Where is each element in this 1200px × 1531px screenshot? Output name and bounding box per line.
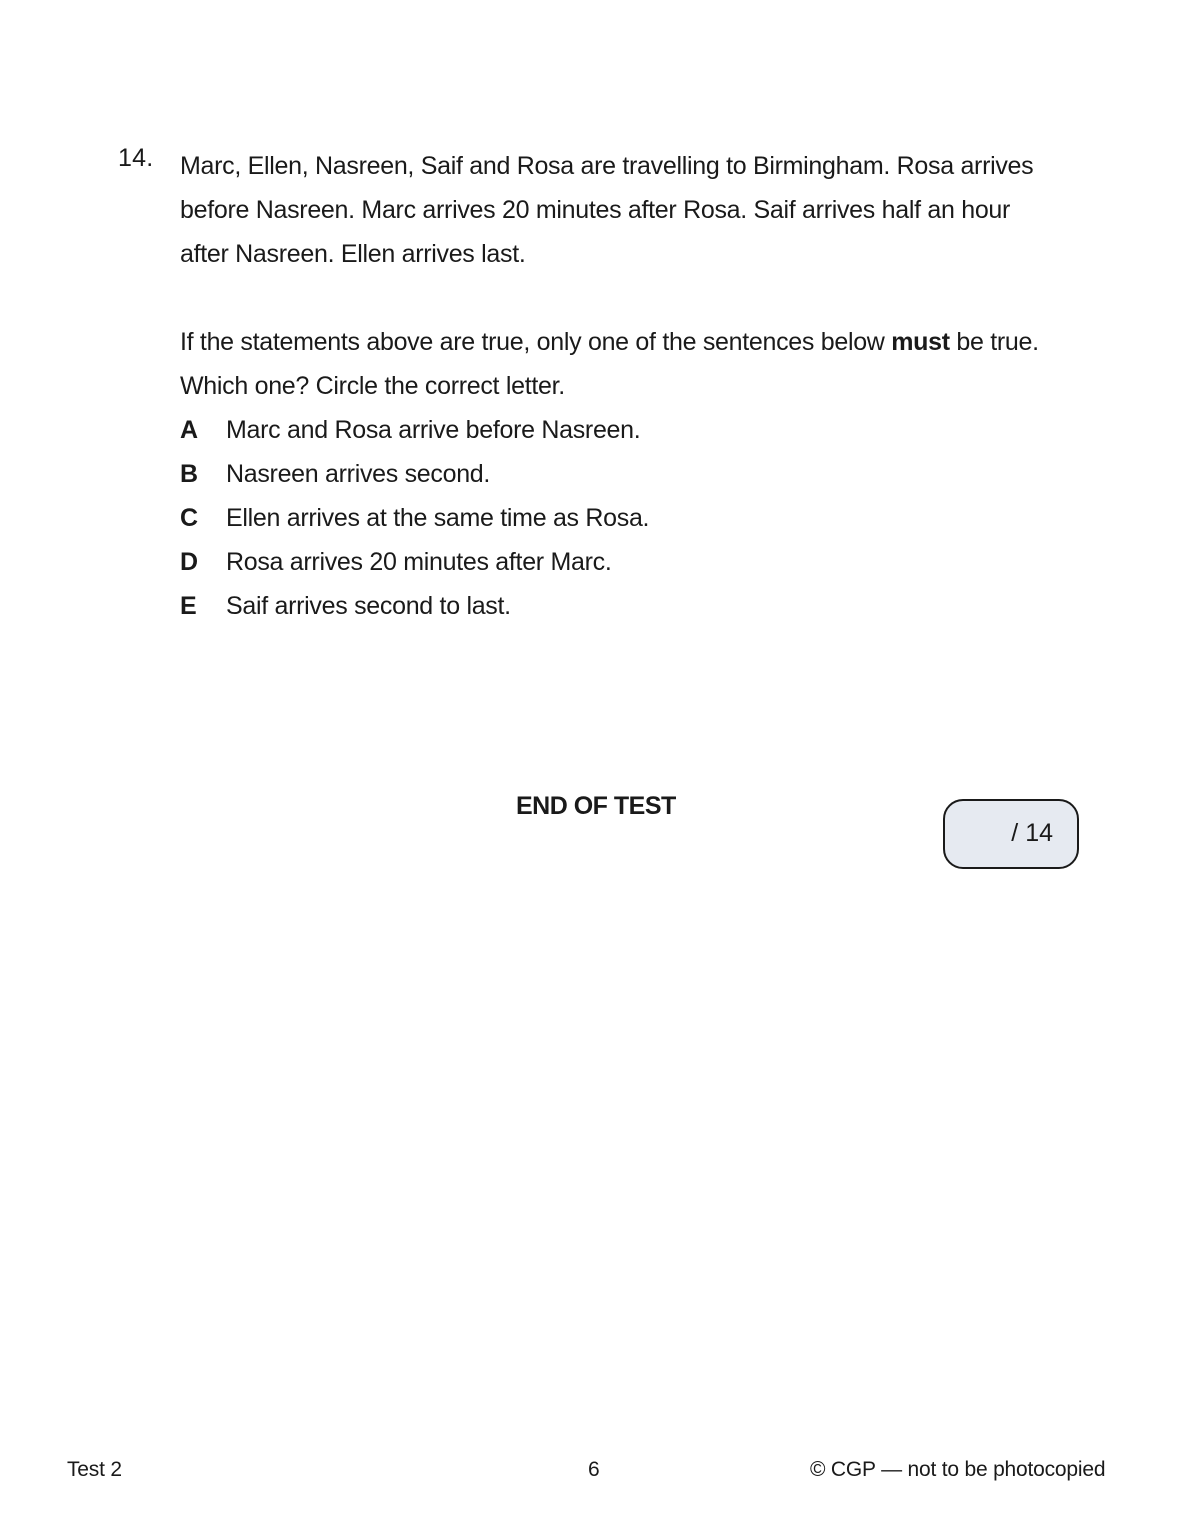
end-of-test-label: END OF TEST (516, 792, 676, 820)
score-box[interactable] (943, 799, 1079, 869)
emphasis-must: must (891, 328, 950, 356)
footer-test-label: Test 2 (67, 1458, 122, 1481)
answer-options (180, 408, 1080, 628)
question-stem (180, 144, 1085, 276)
option-c[interactable] (180, 496, 1080, 540)
option-letter[interactable]: A (180, 416, 198, 444)
stem-line: after Nasreen. Ellen arrives last. (180, 240, 526, 268)
option-letter[interactable]: D (180, 548, 198, 576)
option-text: Marc and Rosa arrive before Nasreen. (226, 416, 641, 444)
option-a[interactable] (180, 408, 1080, 452)
option-d[interactable] (180, 540, 1080, 584)
instruction-line-1 (180, 320, 1090, 364)
footer-copyright: © CGP — not to be photocopied (810, 1458, 1106, 1481)
question-instruction (180, 320, 1090, 408)
footer-page-number: 6 (588, 1458, 600, 1481)
option-text: Ellen arrives at the same time as Rosa. (226, 504, 650, 532)
option-text: Rosa arrives 20 minutes after Marc. (226, 548, 612, 576)
instruction-line-2: Which one? Circle the correct letter. (180, 372, 565, 400)
question-number: 14. (118, 144, 154, 172)
option-letter[interactable]: C (180, 504, 198, 532)
option-text: Saif arrives second to last. (226, 592, 511, 620)
option-e[interactable] (180, 584, 1080, 628)
stem-line: before Nasreen. Marc arrives 20 minutes after Rosa. Saif arrives half an hour (180, 196, 1011, 224)
instruction-text: If the statements above are true, only one of the sentences below (180, 328, 892, 356)
option-b[interactable] (180, 452, 1080, 496)
option-letter[interactable]: E (180, 592, 197, 620)
option-text: Nasreen arrives second. (226, 460, 491, 488)
stem-line: Marc, Ellen, Nasreen, Saif and Rosa are travelling to Birmingham. Rosa arrives (180, 152, 1034, 180)
instruction-text: be true. (949, 328, 1039, 356)
score-total: / 14 (1011, 819, 1053, 847)
option-letter[interactable]: B (180, 460, 198, 488)
